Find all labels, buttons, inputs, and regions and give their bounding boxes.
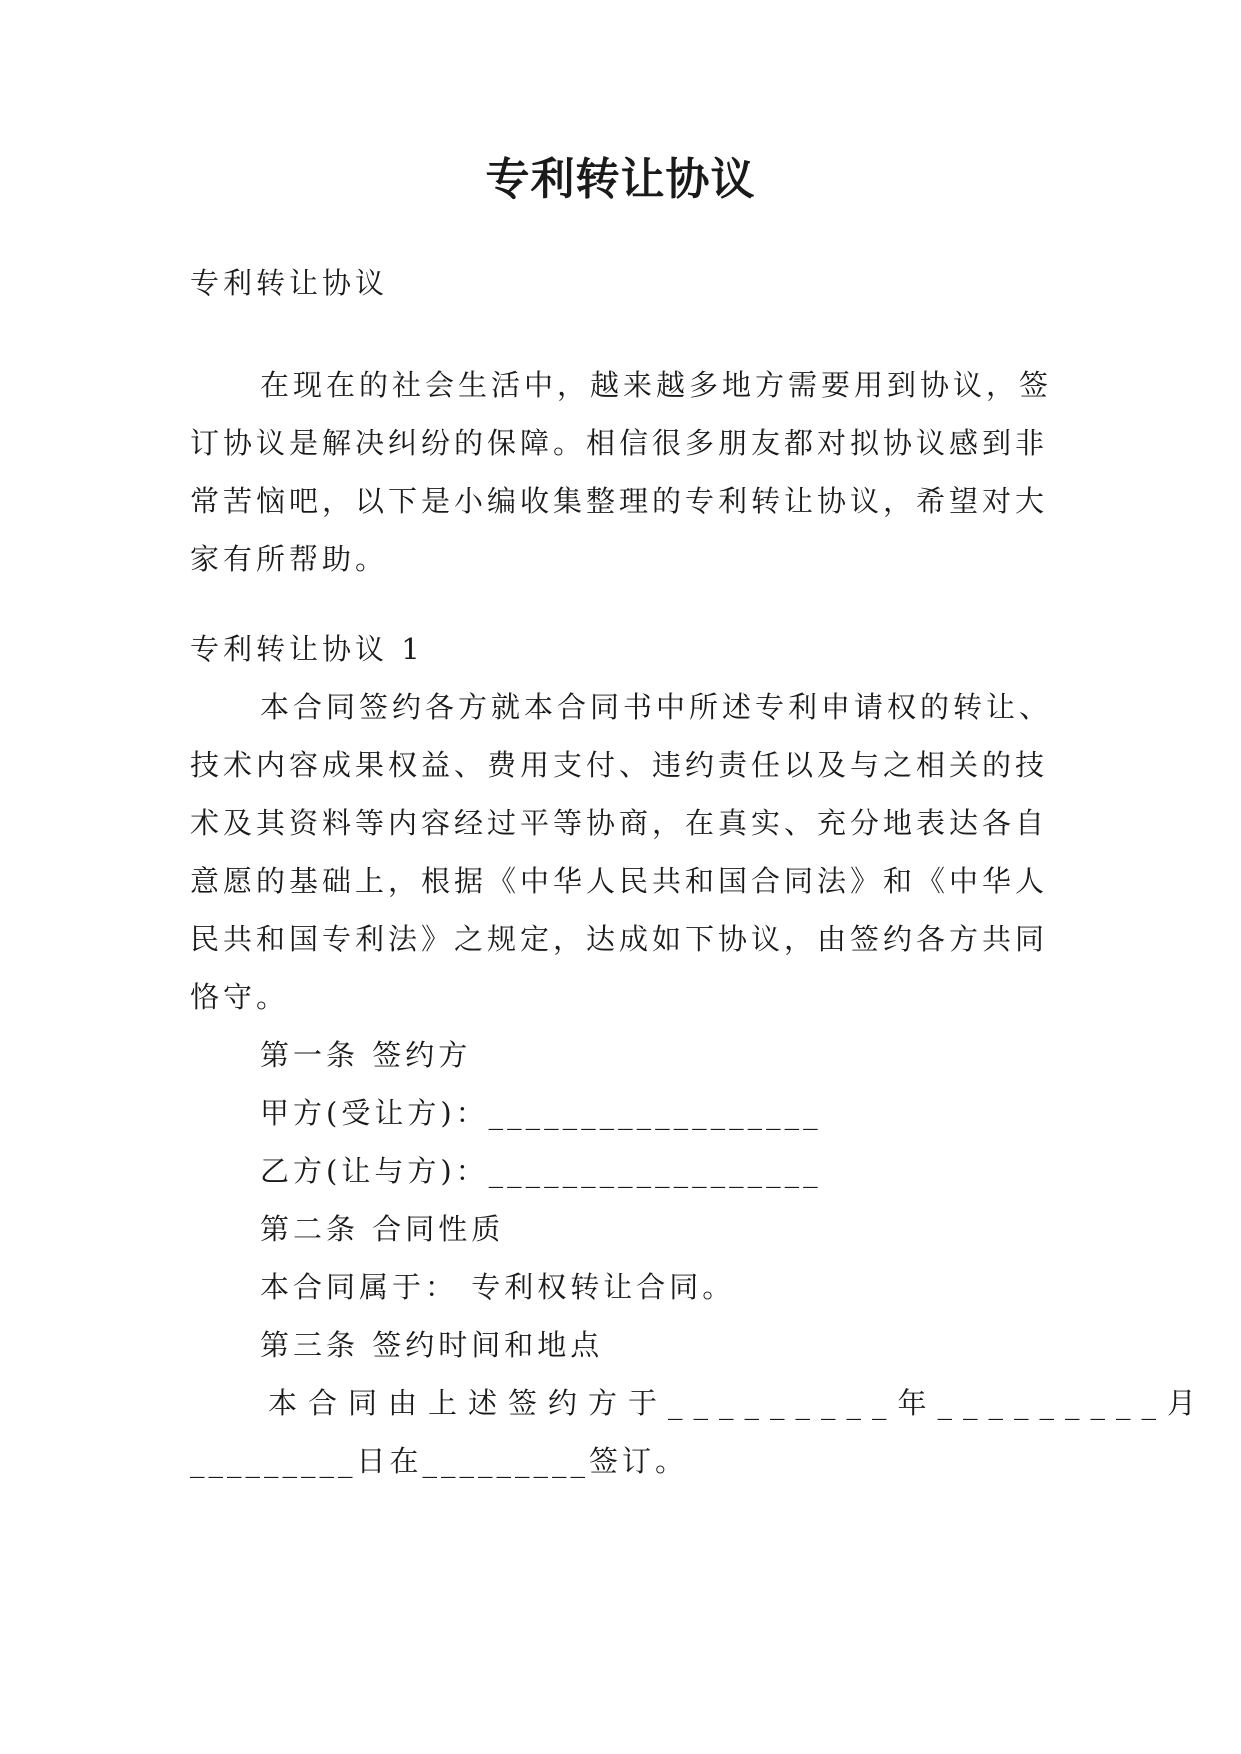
preamble-line: 技术内容成果权益、费用支付、违约责任以及与之相关的技 (190, 748, 1049, 782)
intro-line: 常苦恼吧，以下是小编收集整理的专利转让协议，希望对大 (190, 484, 1049, 518)
intro-line: 家有所帮助。 (190, 542, 389, 576)
preamble-line: 意愿的基础上，根据《中华人民共和国合同法》和《中华人 (190, 864, 1049, 898)
intro-line: 订协议是解决纠纷的保障。相信很多朋友都对拟协议感到非 (190, 426, 1049, 460)
article-2-text: 本合同属于： 专利权转让合同。 (260, 1270, 736, 1304)
article-2-heading: 第二条 合同性质 (260, 1212, 505, 1246)
article-3-line-1: 本合同由上述签约方于_________年_________月 (268, 1386, 1208, 1420)
preamble-paragraph (190, 678, 1070, 1026)
preamble-line: 恪守。 (190, 980, 290, 1014)
intro-paragraph (190, 356, 1070, 588)
article-1 (190, 1026, 1070, 1200)
document-subtitle: 专利转让协议 (190, 266, 389, 300)
article-3-line-2: _________日在_________签订。 (190, 1444, 689, 1478)
article-1-heading: 第一条 签约方 (260, 1038, 472, 1072)
party-b-field: 乙方(让与方)：__________________ (260, 1154, 822, 1188)
preamble-line: 本合同签约各方就本合同书中所述专利申请权的转让、 (260, 690, 1053, 724)
preamble-line: 术及其资料等内容经过平等协商，在真实、充分地表达各自 (190, 806, 1049, 840)
article-3-heading: 第三条 签约时间和地点 (260, 1328, 604, 1362)
preamble-line: 民共和国专利法》之规定，达成如下协议，由签约各方共同 (190, 922, 1049, 956)
party-a-field: 甲方(受让方)：__________________ (260, 1096, 822, 1130)
article-3 (190, 1316, 1208, 1490)
article-2 (190, 1200, 1070, 1316)
document-title: 专利转让协议 (485, 154, 756, 205)
intro-line: 在现在的社会生活中，越来越多地方需要用到协议，签 (260, 368, 1053, 402)
section-heading: 专利转让协议 1 (190, 632, 424, 666)
